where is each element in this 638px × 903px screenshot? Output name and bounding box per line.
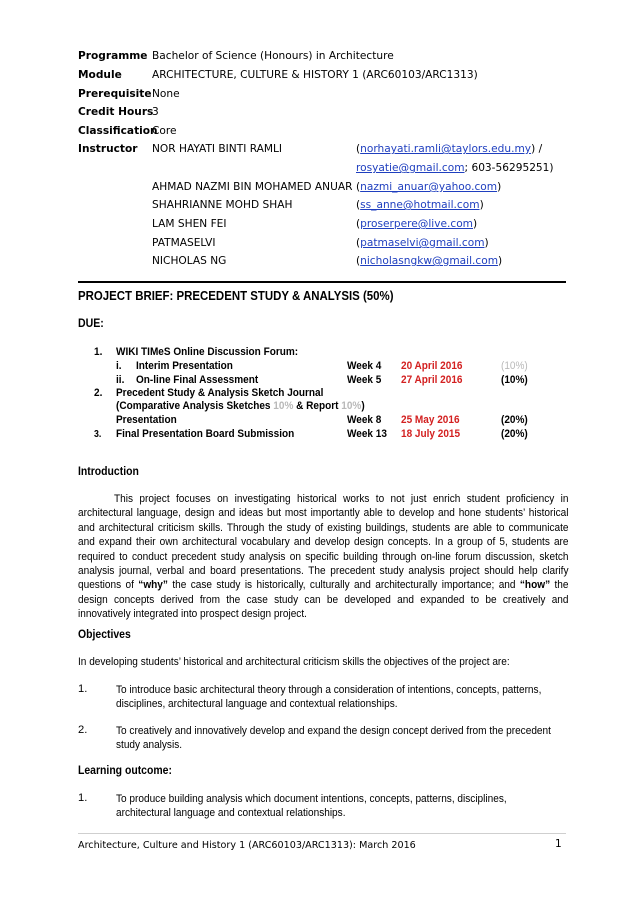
due-item-title	[116, 428, 319, 441]
paren-close: )	[484, 237, 489, 249]
paren-open: (	[356, 181, 361, 193]
instructor-name: LAM SHEN FEI	[152, 218, 227, 230]
subtitle-percent: 10%	[341, 400, 362, 412]
date-text: 18 July 2015	[401, 428, 461, 440]
intro-emphasis-how: “how”	[519, 579, 551, 592]
prerequisite-label: Prerequisite	[78, 88, 152, 100]
due-item-num	[94, 346, 104, 359]
classification-value: Core	[152, 125, 177, 137]
due-week	[347, 414, 386, 427]
paren-close: )	[498, 255, 503, 267]
page-title: PROJECT BRIEF: PRECEDENT STUDY & ANALYSIS (50%)	[78, 288, 394, 303]
title-text: Precedent Study & Analysis Sketch Journal	[116, 387, 324, 399]
due-week	[347, 374, 386, 387]
due-date	[401, 414, 468, 427]
due-item-num	[94, 387, 104, 400]
due-percent	[501, 428, 531, 441]
title-text: Final Presentation Board Submission	[116, 428, 295, 440]
intro-text: This project focuses on investigating historical works to not just enrich student proficiency in architectural language, design and ideas but most importantly able to develop and hone students’ historical and architectural criticism skills. Through the study of existing buildings, students are able to communicate and expand their own architectural vocabulary and develop design concepts. In a group of 5, students are required to conduct precedent study analysis on specific building through on-line forum discussion, sketch analysis journal, verbal and board presentations. The precedent study analysis project should help clarify questions of	[78, 493, 569, 592]
objectives-heading: Objectives	[78, 628, 131, 641]
paren-open: (	[356, 143, 361, 155]
subtitle-part: )	[361, 400, 365, 412]
instructor-contact	[356, 180, 501, 194]
module-value: ARCHITECTURE, CULTURE & HISTORY 1 (ARC60103/ARC1313)	[152, 69, 478, 81]
programme-value: Bachelor of Science (Honours) in Architecture	[152, 50, 394, 62]
learning-outcome-text: To produce building analysis which document intentions, concepts, patterns, disciplines, architectural language and contextual relationships.	[116, 793, 507, 820]
instructor-name: AHMAD NAZMI BIN MOHAMED ANUAR	[152, 181, 353, 193]
due-subitem-num	[116, 374, 126, 387]
paren-open: (	[356, 218, 361, 230]
subtitle-part: & Report	[293, 400, 342, 412]
learning-outcome-heading: Learning outcome:	[78, 764, 172, 777]
due-item-title	[116, 387, 352, 400]
subtitle-percent: 10%	[273, 400, 294, 412]
title-text: WIKI TIMeS Online Discussion Forum:	[116, 346, 299, 358]
num-text: ii.	[116, 374, 125, 386]
instructor-contact	[356, 198, 484, 212]
due-subitem-title	[136, 374, 275, 387]
objectives-intro: In developing students’ historical and architectural criticism skills the objectives of the project are:	[78, 656, 510, 668]
instructor-contact	[356, 254, 502, 268]
title-text: Interim Presentation	[136, 360, 233, 372]
header-divider	[78, 281, 566, 283]
date-text: 25 May 2016	[401, 414, 460, 426]
paren-close: )	[479, 199, 484, 211]
due-percent	[501, 374, 531, 387]
instructor-email-link[interactable]: nazmi_anuar@yahoo.com	[360, 181, 498, 193]
due-date	[401, 428, 468, 441]
classification-label: Classification	[78, 125, 158, 137]
week-text: Week 4	[347, 360, 382, 372]
credit-hours-value: 3	[152, 106, 159, 118]
due-item-title	[116, 346, 323, 359]
instructor-email-link[interactable]: norhayati.ramli@taylors.edu.my	[360, 143, 532, 155]
percent-text: (20%)	[501, 428, 528, 440]
instructor-name: SHAHRIANNE MOHD SHAH	[152, 199, 293, 211]
paren-open: (	[356, 199, 361, 211]
footer-divider	[78, 833, 566, 834]
percent-text: (10%)	[501, 360, 528, 372]
instructor-contact	[356, 236, 489, 250]
programme-label: Programme	[78, 50, 148, 62]
footer-text: Architecture, Culture and History 1 (ARC60103/ARC1313): March 2016	[78, 840, 416, 851]
credit-hours-label: Credit Hours	[78, 106, 154, 118]
paren-close: ) /	[531, 143, 543, 155]
week-text: Week 8	[347, 414, 382, 426]
instructor-contact	[356, 161, 554, 175]
due-subitem-title	[136, 360, 246, 373]
due-week	[347, 360, 386, 373]
page-number: 1	[555, 838, 562, 850]
due-week	[347, 428, 392, 441]
instructor-email-link[interactable]: proserpere@live.com	[360, 218, 474, 230]
date-text: 20 April 2016	[401, 360, 463, 372]
objective-text: To introduce basic architectural theory through a consideration of intentions, concepts, patterns, disciplines, architectural language and contextual relationships.	[116, 684, 542, 711]
paren-open: (	[356, 255, 361, 267]
subtitle-text: Presentation	[116, 414, 177, 426]
due-subitem-num	[116, 360, 122, 373]
paren-open: (	[356, 237, 361, 249]
num-text: 3.	[94, 429, 102, 440]
instructor-name: PATMASELVI	[152, 237, 216, 249]
due-date	[401, 374, 471, 387]
prerequisite-value: None	[152, 88, 180, 100]
due-label: DUE:	[78, 316, 104, 330]
phone-text: ; 603-56295251)	[464, 162, 554, 174]
due-item-num	[94, 428, 102, 441]
instructor-name: NOR HAYATI BINTI RAMLI	[152, 143, 283, 155]
intro-text: the case study is historically, culturally and architecturally importance; and	[167, 579, 520, 592]
instructor-email-link[interactable]: rosyatie@gmail.com	[356, 162, 465, 174]
learning-outcome-num: 1.	[78, 792, 88, 804]
week-text: Week 5	[347, 374, 382, 386]
instructor-email-link[interactable]: ss_anne@hotmail.com	[360, 199, 480, 211]
introduction-paragraph	[78, 492, 569, 622]
intro-emphasis-why: “why”	[138, 579, 168, 592]
due-item-subtitle	[116, 400, 399, 413]
week-text: Week 13	[347, 428, 387, 440]
title-text: On-line Final Assessment	[136, 374, 259, 386]
instructor-label: Instructor	[78, 143, 138, 155]
instructor-contact	[356, 142, 542, 156]
due-item-subtitle	[116, 414, 185, 427]
num-text: 1.	[94, 346, 103, 358]
percent-text: (20%)	[501, 414, 528, 426]
instructor-name: NICHOLAS NG	[152, 255, 227, 267]
objective-text: To creatively and innovatively develop and expand the design concept derived from the precedent study analysis.	[116, 725, 551, 752]
instructor-email-link[interactable]: patmaselvi@gmail.com	[360, 237, 485, 249]
num-text: i.	[116, 360, 122, 372]
date-text: 27 April 2016	[401, 374, 463, 386]
objective-num: 2.	[78, 724, 88, 736]
due-percent	[501, 360, 531, 373]
paren-close: )	[473, 218, 478, 230]
subtitle-part: (Comparative Analysis Sketches	[116, 400, 274, 412]
instructor-contact	[356, 217, 477, 231]
due-date	[401, 360, 471, 373]
num-text: 2.	[94, 387, 103, 399]
objective-num: 1.	[78, 683, 88, 695]
module-label: Module	[78, 69, 122, 81]
instructor-email-link[interactable]: nicholasngkw@gmail.com	[360, 255, 499, 267]
subtitle-text	[116, 400, 365, 413]
percent-text: (10%)	[501, 374, 528, 386]
paren-close: )	[497, 181, 502, 193]
introduction-heading: Introduction	[78, 465, 139, 478]
due-percent	[501, 414, 531, 427]
intro-text: the design concepts derived from the case study can be developed and expanded to be creatively and innovatively integrated into prospect design project.	[78, 579, 569, 621]
